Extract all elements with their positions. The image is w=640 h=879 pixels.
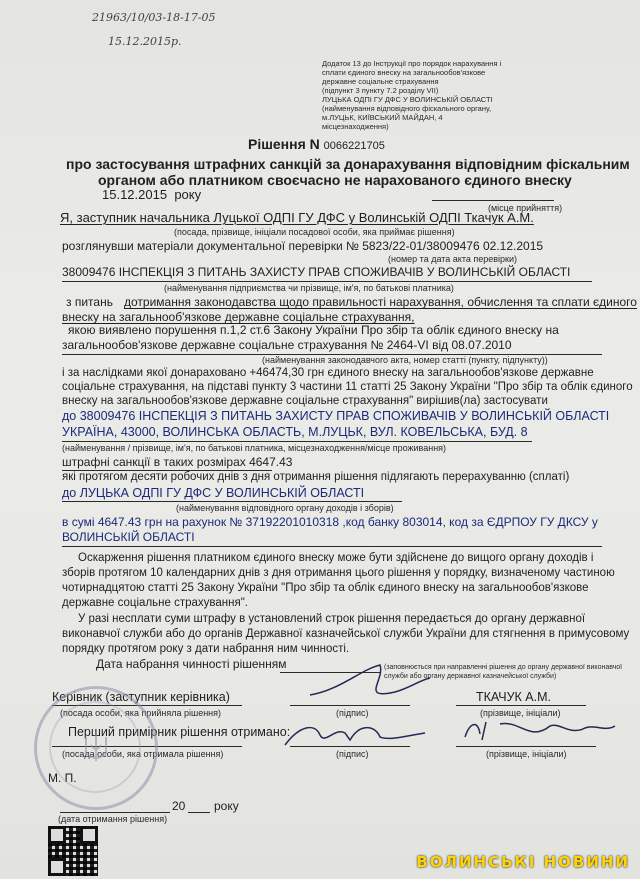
receipt-date-hint: (дата отримання рішення) bbox=[58, 814, 168, 824]
receipt-date-year: року bbox=[214, 799, 239, 813]
appendix-line: (підпункт 3 пункту 7.2 розділу VII) bbox=[322, 86, 439, 95]
head-name: ТКАЧУК А.М. bbox=[476, 690, 551, 704]
result-line-3: внеску на загальнообов'язкове державне соціальне страхування" вирішив(ла) застосувати bbox=[62, 395, 548, 407]
head-name-line bbox=[456, 705, 586, 706]
payer-underline bbox=[62, 281, 592, 282]
place-line bbox=[432, 200, 554, 201]
title-line-1: про застосування штрафних санкцій за донарахування відповідним фіскальним bbox=[66, 156, 630, 172]
payment-line-1: в сумі 4647.43 грн на рахунок № 37192201010318 ,код банку 803014, код за ЄДРПОУ ГУ ДКСУ у bbox=[62, 515, 598, 529]
payer-hint: (найменування підприємства чи прізвище, ім'я, по батькові платника) bbox=[164, 283, 454, 293]
handwritten-reg-number: 21963/10/03-18-17-05 bbox=[92, 11, 216, 24]
receipt-sign-line bbox=[290, 746, 410, 747]
receipt-hint: (посада особи, яка отримала рішення) bbox=[62, 749, 224, 759]
document-title bbox=[248, 136, 385, 153]
receipt-date-20: 20 bbox=[172, 799, 186, 813]
subject-prefix: з питань bbox=[66, 295, 113, 309]
qr-corner bbox=[48, 826, 66, 844]
appendix-line: ЛУЦЬКА ОДПІ ГУ ДФС У ВОЛИНСЬКІЙ ОБЛАСТІ bbox=[322, 95, 493, 104]
appendix-line: місцезнаходження) bbox=[322, 122, 389, 131]
violation-line-1: якою виявлено порушення п.1,2 ст.6 Закону України Про збір та облік єдиного внеску на bbox=[68, 323, 559, 337]
enforcement-line-3: порядку протягом року з дати набрання ним чинності. bbox=[62, 643, 350, 655]
result-line-4: до 38009476 ІНСПЕКЦІЯ З ПИТАНЬ ЗАХИСТУ ПРАВ СПОЖИВАЧІВ У ВОЛИНСЬКІЙ ОБЛАСТІ bbox=[62, 409, 610, 423]
qr-corner bbox=[48, 858, 66, 876]
result-line-1: і за наслідками якої донараховано +46474,30 грн єдиного внеску на загальнообов'язкове державне bbox=[62, 367, 594, 379]
payment-underline bbox=[62, 546, 602, 547]
appeal-line-2: зборів протягом 10 календарних днів з дня отримання цього рішення у порядку, визначеному частиною bbox=[62, 567, 615, 579]
receipt-date-line-2 bbox=[188, 812, 210, 813]
effective-hint-2: служби або органу державної казначейської служби) bbox=[384, 673, 557, 680]
payer-line: 38009476 ІНСПЕКЦІЯ З ПИТАНЬ ЗАХИСТУ ПРАВ СПОЖИВАЧІВ У ВОЛИНСЬКІЙ ОБЛАСТІ bbox=[62, 265, 571, 279]
effective-label: Дата набрання чинності рішенням bbox=[96, 657, 287, 671]
result-underline bbox=[62, 441, 532, 442]
qr-corner bbox=[80, 826, 98, 844]
title-line-2: органом або платником своєчасно не нарахованого єдиного внеску bbox=[98, 172, 572, 188]
head-label: Керівник (заступник керівника) bbox=[52, 690, 230, 704]
official-seal-stamp bbox=[34, 686, 158, 810]
receipt-label: Перший примірник рішення отримано: bbox=[68, 725, 291, 739]
appendix-line: державне соціальне страхування bbox=[322, 77, 439, 86]
appendix-line: м.ЛУЦЬК, КИЇВСЬКИЙ МАЙДАН, 4 bbox=[322, 113, 443, 122]
violation-line-2: загальнообов'язкове державне соціальне страхування № 2464-VI від 08.07.2010 bbox=[62, 338, 512, 352]
appendix-line: (найменування відповідного фіскального органу, bbox=[322, 104, 492, 113]
result-line-2: соціальне страхування, на підставі пункту 3 частини 11 статті 25 Закону України "Про збір та облік єдиного bbox=[62, 381, 633, 393]
seal-place-mp: М. П. bbox=[48, 771, 77, 785]
fine-to-underline bbox=[62, 501, 402, 502]
head-name-hint: (прізвище, ініціали) bbox=[480, 708, 561, 718]
fine-line-2: які протягом десяти робочих днів з дня отримання рішення підлягають перерахуванню (сплаті) bbox=[62, 471, 570, 483]
receipt-name-handwriting bbox=[460, 712, 620, 748]
appeal-line-3: чотирнадцятою статті 25 Закону України "Про збір та облік єдиного внеску на загальнообов'язкове bbox=[62, 582, 589, 594]
decision-date-row bbox=[102, 188, 201, 203]
place-hint: (місце прийняття) bbox=[488, 203, 563, 213]
appendix-line: Додаток 13 до Інструкції про порядок нарахування і bbox=[322, 59, 502, 68]
result-line-5: УКРАЇНА, 43000, ВОЛИНСЬКА ОБЛАСТЬ, М.ЛУЦЬК, ВУЛ. КОВЕЛЬСЬКА, БУД. 8 bbox=[62, 425, 528, 439]
appeal-line-4: державне соціальне страхування". bbox=[62, 597, 248, 609]
receipt-name-line bbox=[456, 746, 596, 747]
appeal-line-1: Оскарження рішення платником єдиного внеску може бути здійснене до вищого органу доходів і bbox=[78, 552, 594, 564]
decision-number: 0066221705 bbox=[323, 140, 385, 152]
appendix-line: сплати єдиного внеску на загальнообов'язкове bbox=[322, 68, 486, 77]
title-n: N bbox=[309, 136, 320, 152]
head-sign-line bbox=[290, 705, 410, 706]
head-signature bbox=[300, 650, 440, 710]
violation-hint: (найменування законодавчого акта, номер статті (пункту, підпункту)) bbox=[262, 355, 548, 365]
receipt-sign-hint: (підпис) bbox=[336, 749, 369, 759]
fine-to: до ЛУЦЬКА ОДПІ ГУ ДФС У ВОЛИНСЬКІЙ ОБЛАСТІ bbox=[62, 486, 365, 500]
receipt-name-hint: (прізвище, ініціали) bbox=[486, 749, 567, 759]
subject-line-1: дотримання законодавства щодо правильності нарахування, обчислення та сплати єдиного bbox=[124, 295, 637, 309]
title-word: Рішення bbox=[248, 136, 306, 152]
receipt-date-line-1 bbox=[60, 812, 170, 813]
qr-code bbox=[48, 826, 98, 876]
year-word: року bbox=[174, 187, 202, 202]
decision-date: 15.12.2015 bbox=[102, 187, 168, 202]
effective-hint-1: (заповнюється при направленні рішення до органу державної виконавчої bbox=[384, 664, 623, 671]
trident-icon bbox=[81, 731, 111, 765]
handwritten-reg-date: 15.12.2015р. bbox=[108, 35, 182, 48]
payment-line-2: ВОЛИНСЬКІЙ ОБЛАСТІ bbox=[62, 530, 195, 544]
official-line: Я, заступник начальника Луцької ОДПІ ГУ ДФС у Волинській ОДПІ Ткачук А.М. bbox=[60, 210, 534, 225]
review-hint: (номер та дата акта перевірки) bbox=[388, 254, 517, 264]
official-hint: (посада, прізвище, ініціали посадової особи, яка приймає рішення) bbox=[174, 227, 455, 237]
enforcement-line-2: виконавчої служби або до органів Державної казначейської служби України для стягнення в примусовому bbox=[62, 628, 630, 640]
result-hint: (найменування / прізвище, ім'я, по батькові платника, місцезнаходження/місце проживання) bbox=[62, 443, 447, 453]
watermark-logo: ВОЛИНСЬКІ НОВИНИ bbox=[416, 853, 630, 871]
enforcement-line-1: У разі несплати суми штрафу в установлений строк рішення передається до органу державної bbox=[78, 613, 586, 625]
fine-line: штрафні санкції в таких розмірах 4647.43 bbox=[62, 455, 293, 469]
head-sign-hint: (підпис) bbox=[336, 708, 369, 718]
subject-line-2: внеску на загальнооб'язкове державне соціальне страхування, bbox=[62, 310, 415, 324]
head-hint: (посада особи, яка прийняла рішення) bbox=[60, 708, 222, 718]
review-line: розглянувши матеріали документальної перевірки № 5823/22-01/38009476 02.12.2015 bbox=[62, 239, 544, 253]
fine-hint: (найменування відповідного органу доходів і зборів) bbox=[176, 503, 394, 513]
